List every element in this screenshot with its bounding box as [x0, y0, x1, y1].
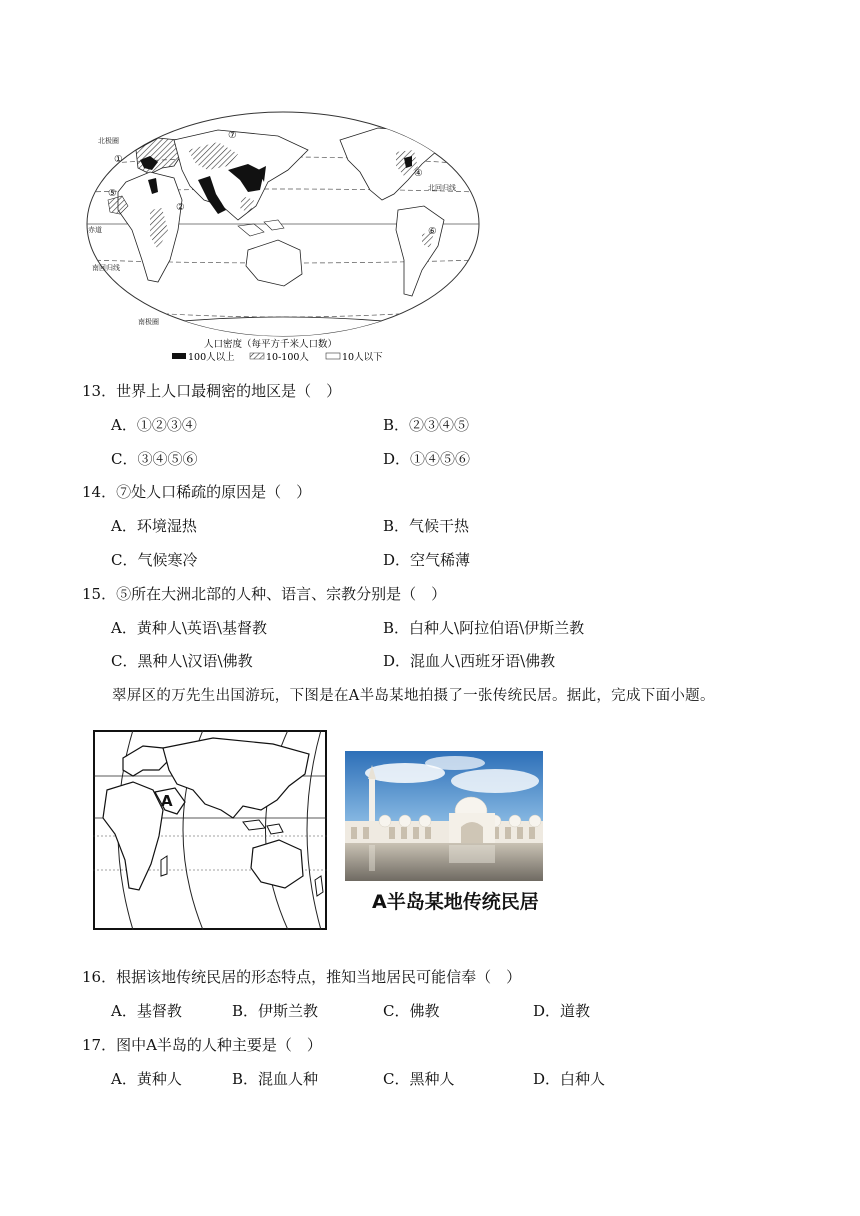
marker-4: ④ [414, 168, 423, 179]
q15-stem: 15．⑤所在大洲北部的人种、语言、宗教分别是（ ） [82, 585, 447, 603]
marker-5: ⑤ [108, 188, 117, 199]
q17-option-d[interactable]: D．白种人 [533, 1070, 606, 1088]
q15-option-c[interactable]: C．黑种人\汉语\佛教 [111, 652, 253, 670]
q13-option-c[interactable]: C．③④⑤⑥ [111, 450, 198, 468]
q15-option-b[interactable]: B．白种人\阿拉伯语\伊斯兰教 [383, 619, 585, 637]
q14-option-b[interactable]: B．气候干热 [383, 517, 470, 535]
legend-title: 人口密度（每平方千米人口数） [204, 339, 338, 350]
q15-option-a[interactable]: A．黄种人\英语\基督教 [111, 619, 267, 637]
q17-option-a[interactable]: A．黄种人 [111, 1070, 182, 1088]
marker-7: ⑦ [228, 130, 237, 141]
q17-option-b[interactable]: B．混血人种 [232, 1070, 319, 1088]
q17-option-c[interactable]: C．黑种人 [383, 1070, 455, 1088]
legend-dense: 100人以上 [188, 352, 235, 363]
tropic-capricorn-label: 南回归线 [92, 264, 120, 272]
q16-option-c[interactable]: C．佛教 [383, 1002, 440, 1020]
q14-option-c[interactable]: C．气候寒冷 [111, 551, 198, 569]
scenario-intro: 翠屏区的万先生出国游玩，下图是在A半岛某地拍摄了一张传统民居。据此，完成下面小题。 [112, 688, 715, 704]
marker-2: ② [176, 202, 185, 213]
q17-stem: 17．图中A半岛的人种主要是（ ） [82, 1036, 322, 1054]
marker-6: ⑥ [428, 226, 437, 237]
legend-medium: 10-100人 [266, 352, 309, 363]
q14-option-a[interactable]: A．环境湿热 [111, 517, 197, 535]
traditional-dwelling-photo [345, 751, 543, 881]
q16-option-a[interactable]: A．基督教 [111, 1002, 182, 1020]
a-peninsula-map-svg [93, 730, 327, 930]
q16-stem: 16．根据该地传统民居的形态特点，推知当地居民可能信奉（ ） [82, 968, 522, 986]
q14-option-d[interactable]: D．空气稀薄 [383, 551, 471, 569]
q16-option-d[interactable]: D．道教 [533, 1002, 591, 1020]
q13-option-a[interactable]: A．①②③④ [111, 416, 197, 434]
q15-option-d[interactable]: D．混血人\西班牙语\佛教 [383, 652, 556, 670]
q13-stem: 13．世界上人口最稠密的地区是（ ） [82, 382, 342, 400]
legend-sparse: 10人以下 [342, 352, 383, 363]
marker-3: ③ [214, 200, 223, 211]
q13-option-b[interactable]: B．②③④⑤ [383, 416, 470, 434]
mosque-photo-svg [345, 751, 543, 881]
equator-label: 赤道 [88, 226, 102, 234]
antarctic-circle-label: 南极圈 [138, 318, 159, 326]
peninsula-a-label: A [161, 792, 173, 810]
q13-option-d[interactable]: D．①④⑤⑥ [383, 450, 471, 468]
legend-swatch-medium [250, 353, 264, 359]
arctic-circle-label: 北极圈 [98, 137, 119, 145]
legend-swatch-sparse [326, 353, 340, 359]
world-map-svg [78, 110, 486, 370]
legend-swatch-dense [172, 353, 186, 359]
q14-stem: 14．⑦处人口稀疏的原因是（ ） [82, 483, 312, 501]
world-population-map [78, 110, 486, 370]
tropic-cancer-label: 北回归线 [428, 184, 456, 192]
q16-option-b[interactable]: B．伊斯兰教 [232, 1002, 319, 1020]
photo-caption: A半岛某地传统民居 [372, 891, 539, 913]
marker-1: ① [114, 154, 123, 165]
a-peninsula-map [93, 730, 327, 930]
